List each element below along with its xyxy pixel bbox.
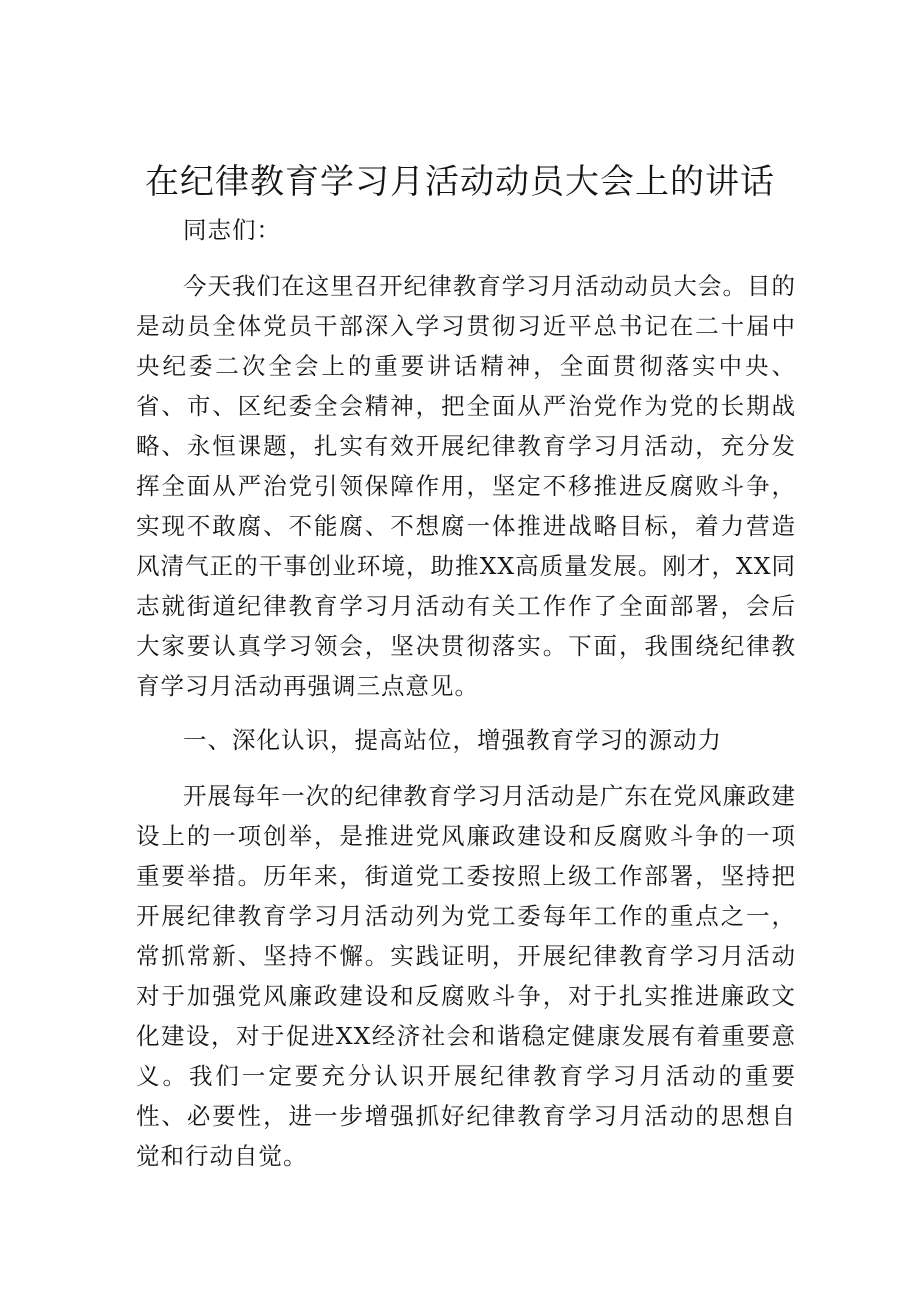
document-title: 在纪律教育学习月活动动员大会上的讲话 xyxy=(145,162,775,202)
salutation: 同志们： xyxy=(183,216,281,244)
document-body xyxy=(136,210,796,1190)
intro-paragraph: 今天我们在这里召开纪律教育学习月活动动员大会。目的是动员全体党员干部深入学习贯彻习近平总书记在二十届中央纪委二次全会上的重要讲话精神，全面贯彻落实中央、省、市、区纪委全会精神，把全面从严治党作为党的长期战略、永恒课题，扎实有效开展纪律教育学习月活动，充分发挥全面从严治党引领保障作用，坚定不移推进反腐败斗争，实现不敢腐、不能腐、不想腐一体推进战略目标，着力营造风清气正的干事创业环境，助推XX高质量发展。刚才，XX同志就街道纪律教育学习月活动有关工作作了全面部署，会后大家要认真学习领会，坚决贯彻落实。下面，我围绕纪律教育学习月活动再强调三点意见。 xyxy=(136,272,796,700)
section-paragraph: 开展每年一次的纪律教育学习月活动是广东在党风廉政建设上的一项创举，是推进党风廉政建设和反腐败斗争的一项重要举措。历年来，街道党工委按照上级工作部署，坚持把开展纪律教育学习月活动列为党工委每年工作的重点之一，常抓常新、坚持不懈。实践证明，开展纪律教育学习月活动对于加强党风廉政建设和反腐败斗争，对于扎实推进廉政文化建设，对于促进XX经济社会和谐稳定健康发展有着重要意义。我们一定要充分认识开展纪律教育学习月活动的重要性、必要性，进一步增强抓好纪律教育学习月活动的思想自觉和行动自觉。 xyxy=(136,782,796,1170)
section-heading: 一、深化认识，提高站位，增强教育学习的源动力 xyxy=(183,726,722,754)
